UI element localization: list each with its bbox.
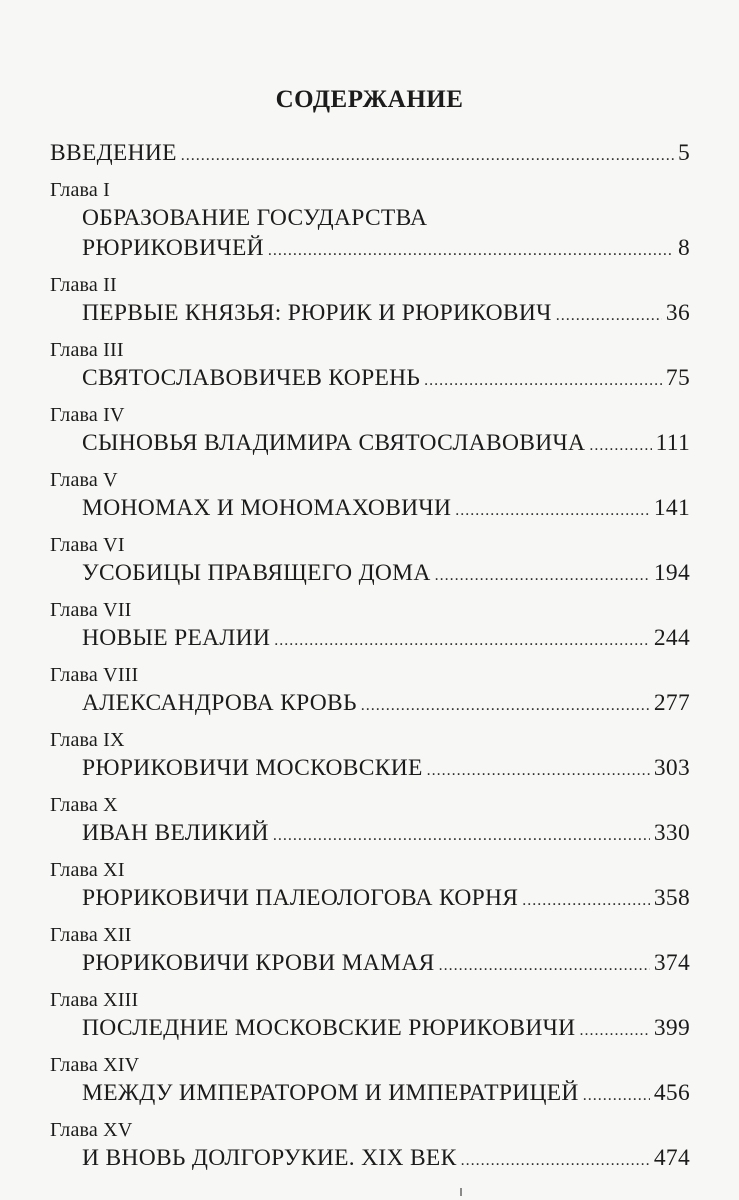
dot-leader (522, 886, 650, 916)
chapter-label: Глава XIV (50, 1054, 140, 1076)
chapter-title: ПЕРВЫЕ КНЯЗЬЯ: РЮРИК И РЮРИКОВИЧ (82, 300, 552, 326)
chapter-list (50, 177, 690, 1176)
page-number: 75 (665, 365, 690, 391)
toc-entry (50, 558, 690, 591)
table-of-contents (50, 138, 690, 1178)
toc-entry (50, 233, 690, 266)
page-number: 374 (653, 950, 690, 976)
toc-entry (50, 1078, 690, 1111)
chapter-title: НОВЫЕ РЕАЛИИ (82, 625, 271, 651)
page-mark (460, 1188, 462, 1196)
toc-chapter (50, 532, 690, 591)
chapter-title: АЛЕКСАНДРОВА КРОВЬ (82, 690, 357, 716)
chapter-title: УСОБИЦЫ ПРАВЯЩЕГО ДОМА (82, 560, 431, 586)
toc-entry (50, 753, 690, 786)
chapter-label: Глава III (50, 339, 124, 361)
dot-leader (361, 691, 650, 721)
dot-leader (589, 431, 651, 461)
chapter-label: Глава XI (50, 859, 125, 881)
chapter-label: Глава XV (50, 1119, 133, 1141)
chapter-title: РЮРИКОВИЧИ МОСКОВСКИЕ (82, 755, 423, 781)
page-number: 474 (653, 1145, 690, 1171)
toc-chapter (50, 857, 690, 916)
toc-chapter (50, 402, 690, 461)
chapter-label: Глава IX (50, 729, 125, 751)
chapter-label: Глава XIII (50, 989, 139, 1011)
page-number: 5 (677, 140, 690, 166)
toc-entry (50, 623, 690, 656)
toc-entry (50, 363, 690, 396)
toc-entry (50, 428, 690, 461)
dot-leader (579, 1016, 649, 1046)
dot-leader (435, 561, 650, 591)
chapter-title: И ВНОВЬ ДОЛГОРУКИЕ. XIX ВЕК (82, 1145, 457, 1171)
dot-leader (439, 951, 650, 981)
chapter-label: Глава I (50, 179, 111, 201)
toc-entry (50, 493, 690, 526)
chapter-title: МЕЖДУ ИМПЕРАТОРОМ И ИМПЕРАТРИЦЕЙ (82, 1080, 579, 1106)
toc-chapter (50, 177, 690, 266)
chapter-title: СВЯТОСЛАВОВИЧЕВ КОРЕНЬ (82, 365, 421, 391)
page-number: 194 (653, 560, 690, 586)
chapter-label: Глава IV (50, 404, 125, 426)
chapter-title: ПОСЛЕДНИЕ МОСКОВСКИЕ РЮРИКОВИЧИ (82, 1015, 576, 1041)
chapter-title: РЮРИКОВИЧИ ПАЛЕОЛОГОВА КОРНЯ (82, 885, 519, 911)
toc-chapter (50, 597, 690, 656)
dot-leader (274, 626, 650, 656)
toc-chapter (50, 922, 690, 981)
page-number: 36 (665, 300, 690, 326)
toc-chapter (50, 337, 690, 396)
page-number: 399 (653, 1015, 690, 1041)
toc-entry (50, 1143, 690, 1176)
dot-leader (273, 821, 650, 851)
chapter-label: Глава V (50, 469, 118, 491)
dot-leader (556, 301, 662, 331)
chapter-title: ИВАН ВЕЛИКИЙ (82, 820, 269, 846)
chapter-title-line: ОБРАЗОВАНИЕ ГОСУДАРСТВА (82, 205, 428, 231)
toc-entry (50, 298, 690, 331)
dot-leader (427, 756, 650, 786)
chapter-label: Глава VII (50, 599, 132, 621)
toc-entry (50, 1013, 690, 1046)
toc-chapter (50, 467, 690, 526)
toc-chapter (50, 792, 690, 851)
page-number: 456 (653, 1080, 690, 1106)
chapter-label: Глава X (50, 794, 118, 816)
page-number: 111 (655, 430, 690, 456)
toc-entry (50, 818, 690, 851)
toc-chapter (50, 662, 690, 721)
toc-chapter (50, 987, 690, 1046)
page-number: 277 (653, 690, 690, 716)
dot-leader (424, 366, 662, 396)
dot-leader (455, 496, 650, 526)
page-number: 330 (653, 820, 690, 846)
toc-entry (50, 688, 690, 721)
toc-chapter (50, 1052, 690, 1111)
chapter-label: Глава XII (50, 924, 132, 946)
page-number: 358 (653, 885, 690, 911)
toc-chapter (50, 1117, 690, 1176)
chapter-label: Глава VIII (50, 664, 139, 686)
chapter-label: Глава VI (50, 534, 125, 556)
page-title: СОДЕРЖАНИЕ (275, 86, 464, 113)
chapter-title: РЮРИКОВИЧЕЙ (82, 235, 264, 261)
page-number: 141 (653, 495, 690, 521)
entry-title: ВВЕДЕНИЕ (50, 140, 177, 166)
dot-leader (268, 236, 674, 266)
chapter-title: МОНОМАХ И МОНОМАХОВИЧИ (82, 495, 452, 521)
page-number: 244 (653, 625, 690, 651)
chapter-title: СЫНОВЬЯ ВЛАДИМИРА СВЯТОСЛАВОВИЧА (82, 430, 586, 456)
toc-entry (50, 883, 690, 916)
toc-entry-intro (50, 138, 690, 171)
dot-leader (461, 1146, 650, 1176)
chapter-label: Глава II (50, 274, 117, 296)
chapter-title: РЮРИКОВИЧИ КРОВИ МАМАЯ (82, 950, 435, 976)
toc-entry (50, 948, 690, 981)
toc-chapter (50, 727, 690, 786)
dot-leader (583, 1081, 650, 1111)
page-number: 8 (677, 235, 690, 261)
dot-leader (181, 141, 674, 171)
page-number: 303 (653, 755, 690, 781)
toc-chapter (50, 272, 690, 331)
